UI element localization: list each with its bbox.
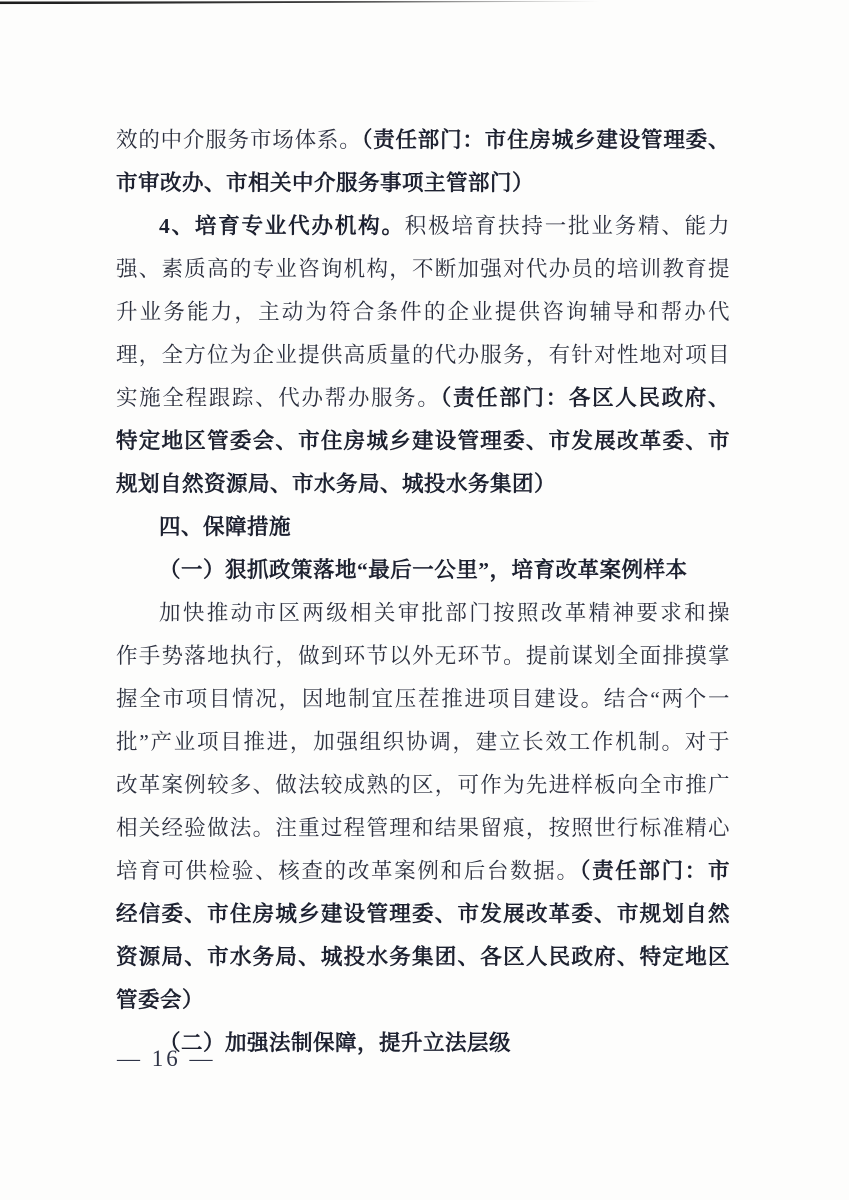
body-text: 培育可供检验、核查的改革案例和后台数据。 (116, 859, 580, 883)
body-text: 相关经验做法。注重过程管理和结果留痕，按照世行标准精心 (116, 816, 730, 840)
responsibility-dept-text: 管委会） (116, 988, 205, 1012)
text-line (116, 592, 730, 635)
text-line (116, 979, 730, 1022)
text-line (116, 764, 730, 807)
text-line (116, 893, 730, 936)
body-text: 握全市项目情况，因地制宜压茬推进项目建设。结合“两个一 (116, 687, 730, 711)
body-text: 积极培育扶持一批业务精、能力 (404, 214, 730, 238)
text-line (116, 850, 730, 893)
text-line (116, 807, 730, 850)
body-text: 效的中介服务市场体系。 (116, 128, 362, 152)
responsibility-dept-text: （责任部门：市 (579, 859, 730, 883)
body-text: 作手势落地执行，做到环节以外无环节。提前谋划全面排摸掌 (116, 644, 730, 668)
body-text: 强、素质高的专业咨询机构，不断加强对代办员的培训教育提 (116, 257, 730, 281)
section-heading (116, 506, 730, 549)
body-text: 加快推动市区两级相关审批部门按照改革精神要求和操 (159, 601, 730, 625)
text-line (116, 205, 730, 248)
text-line (116, 420, 730, 463)
text-line (116, 678, 730, 721)
text-line (116, 936, 730, 979)
text-line (116, 635, 730, 678)
body-text: 升业务能力，主动为符合条件的企业提供咨询辅导和帮办代 (116, 300, 730, 324)
subsection-heading-text: （一）狠抓政策落地“最后一公里”，培育改革案例样本 (159, 558, 688, 582)
body-text: 批”产业项目推进，加强组织协调，建立长效工作机制。对于 (116, 730, 730, 754)
text-line (116, 334, 730, 377)
text-line (116, 162, 730, 205)
page-number: — 16 — (117, 1046, 216, 1071)
item-heading-text: 4、培育专业代办机构。 (159, 214, 405, 238)
responsibility-dept-text: （责任部门：各区人民政府、 (440, 386, 730, 410)
responsibility-dept-text: 规划自然资源局、市水务局、城投水务集团） (116, 472, 557, 496)
scan-edge-artifact-line (0, 1, 600, 5)
responsibility-dept-text: （责任部门：市住房城乡建设管理委、 (361, 128, 730, 152)
text-line (116, 377, 730, 420)
body-text: 理，全方位为企业提供高质量的代办服务，有针对性地对项目 (116, 343, 730, 367)
section-heading-text: 四、保障措施 (159, 515, 292, 539)
responsibility-dept-text: 经信委、市住房城乡建设管理委、市发展改革委、市规划自然 (116, 902, 730, 926)
body-text: 改革案例较多、做法较成熟的区，可作为先进样板向全市推广 (116, 773, 730, 797)
text-line (116, 248, 730, 291)
subsection-heading (116, 549, 730, 592)
text-line (116, 291, 730, 334)
text-line (116, 463, 730, 506)
responsibility-dept-text: 资源局、市水务局、城投水务集团、各区人民政府、特定地区 (116, 945, 730, 969)
body-text: 实施全程跟踪、代办帮办服务。 (116, 386, 441, 410)
responsibility-dept-text: 市审改办、市相关中介服务事项主管部门） (116, 171, 535, 195)
document-body (116, 119, 730, 1065)
responsibility-dept-text: 特定地区管委会、市住房城乡建设管理委、市发展改革委、市 (116, 429, 730, 453)
text-line (116, 721, 730, 764)
text-line (116, 119, 730, 162)
subsection-heading-text: （二）加强法制保障，提升立法层级 (159, 1031, 512, 1055)
